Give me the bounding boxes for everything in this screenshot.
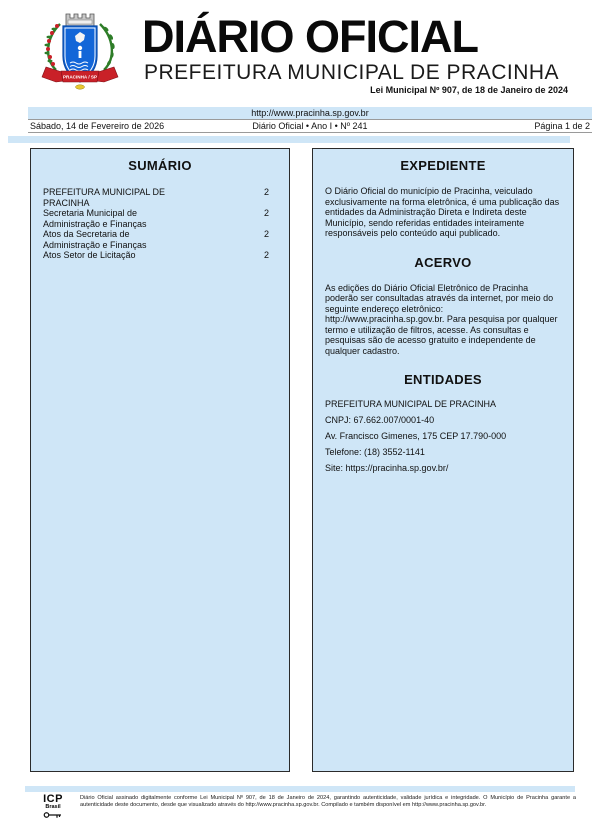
url-bar: http://www.pracinha.sp.gov.br: [28, 107, 592, 120]
summary-item: [43, 250, 277, 261]
expediente-body: O Diário Oficial do município de Pracinha, veiculado exclusivamente na forma eletrônica, é uma publicação das entidades da Administração Direta e Indireta deste Município, sendo referidas entidades inteiramente responsáveis pelo conteúdo aqui publicado.: [325, 186, 560, 238]
header-divider-strip: [8, 136, 570, 143]
summary-item-page: 2: [263, 250, 269, 260]
summary-list: [43, 187, 277, 261]
entidades-title: ENTIDADES: [404, 372, 482, 387]
summary-item: [43, 208, 277, 229]
summary-item-page: 2: [263, 187, 269, 197]
summary-item-label: PREFEITURA MUNICIPAL DE PRACINHA: [43, 187, 166, 208]
summary-panel: [30, 148, 290, 772]
entity-lines: [325, 399, 561, 473]
entity-line: Site: https://pracinha.sp.gov.br/: [325, 463, 449, 473]
edition-info-row: [28, 120, 592, 133]
gazette-subtitle: PREFEITURA MUNICIPAL DE PRACINHA: [144, 61, 560, 84]
page-number-label: Página 1 de 2: [534, 121, 590, 131]
entity-line: Telefone: (18) 3552-1141: [325, 447, 425, 457]
entity-line: PREFEITURA MUNICIPAL DE PRACINHA: [325, 399, 497, 409]
edition-label: Diário Oficial • Ano I • Nº 241: [252, 121, 368, 131]
ribbon-text: PRACINHA / SP: [62, 74, 98, 80]
entity-line: CNPJ: 67.662.007/0001-40: [325, 415, 435, 425]
gazette-title: DIÁRIO OFICIAL: [142, 11, 478, 62]
date-label: Sábado, 14 de Fevereiro de 2026: [30, 121, 165, 131]
coat-of-arms-icon: [28, 6, 132, 106]
summary-item: [43, 187, 277, 208]
icp-logo-subtext: Brasil: [45, 804, 61, 810]
acervo-title: ACERVO: [414, 254, 472, 270]
municipal-coat-of-arms-logo: [28, 6, 132, 106]
summary-item-label: Secretaria Municipal de Administração e Finanças: [43, 208, 147, 229]
summary-item-label: Atos da Secretaria de Administração e Finanças: [43, 229, 147, 250]
icp-brasil-logo: [36, 794, 70, 819]
summary-item-page: 2: [263, 229, 269, 239]
acervo-body: As edições do Diário Oficial Eletrônico de Pracinha poderão ser consultadas através da internet, por meio do seguinte endereço eletrônico: http://www.pracinha.sp.gov.br. Para pesquisa por qualquer termo e utilização de filtros, acesse. As consultas e pesquisas são de acesso gratuito e independente de qualquer cadastro.: [325, 282, 558, 356]
footer-disclaimer: Diário Oficial assinado digitalmente conforme Lei Municipal Nº 907, de 18 de Janeiro de 2024, garantindo autenticidade, validade jurídica e integridade. O Município de Pracinha garante a autenticidade deste documento, desde que visualizado através do http://www.pracinha.sp.gov.br. Compilado e também disponível em http://www.pracinha.sp.gov.br.: [80, 795, 576, 808]
expediente-panel: [312, 148, 574, 772]
law-reference: Lei Municipal Nº 907, de 18 de Janeiro de 2024: [370, 85, 568, 95]
summary-title: SUMÁRIO: [128, 158, 192, 173]
summary-item: [43, 229, 277, 250]
summary-item-label: Atos Setor de Licitação: [43, 250, 136, 260]
footer-divider: [25, 786, 575, 792]
expediente-title: EXPEDIENTE: [400, 158, 486, 173]
entity-line: Av. Francisco Gimenes, 175 CEP 17.790-000: [325, 431, 507, 441]
icp-logo-text: ICP: [43, 793, 63, 805]
summary-item-page: 2: [263, 208, 269, 218]
key-icon: [43, 811, 63, 819]
